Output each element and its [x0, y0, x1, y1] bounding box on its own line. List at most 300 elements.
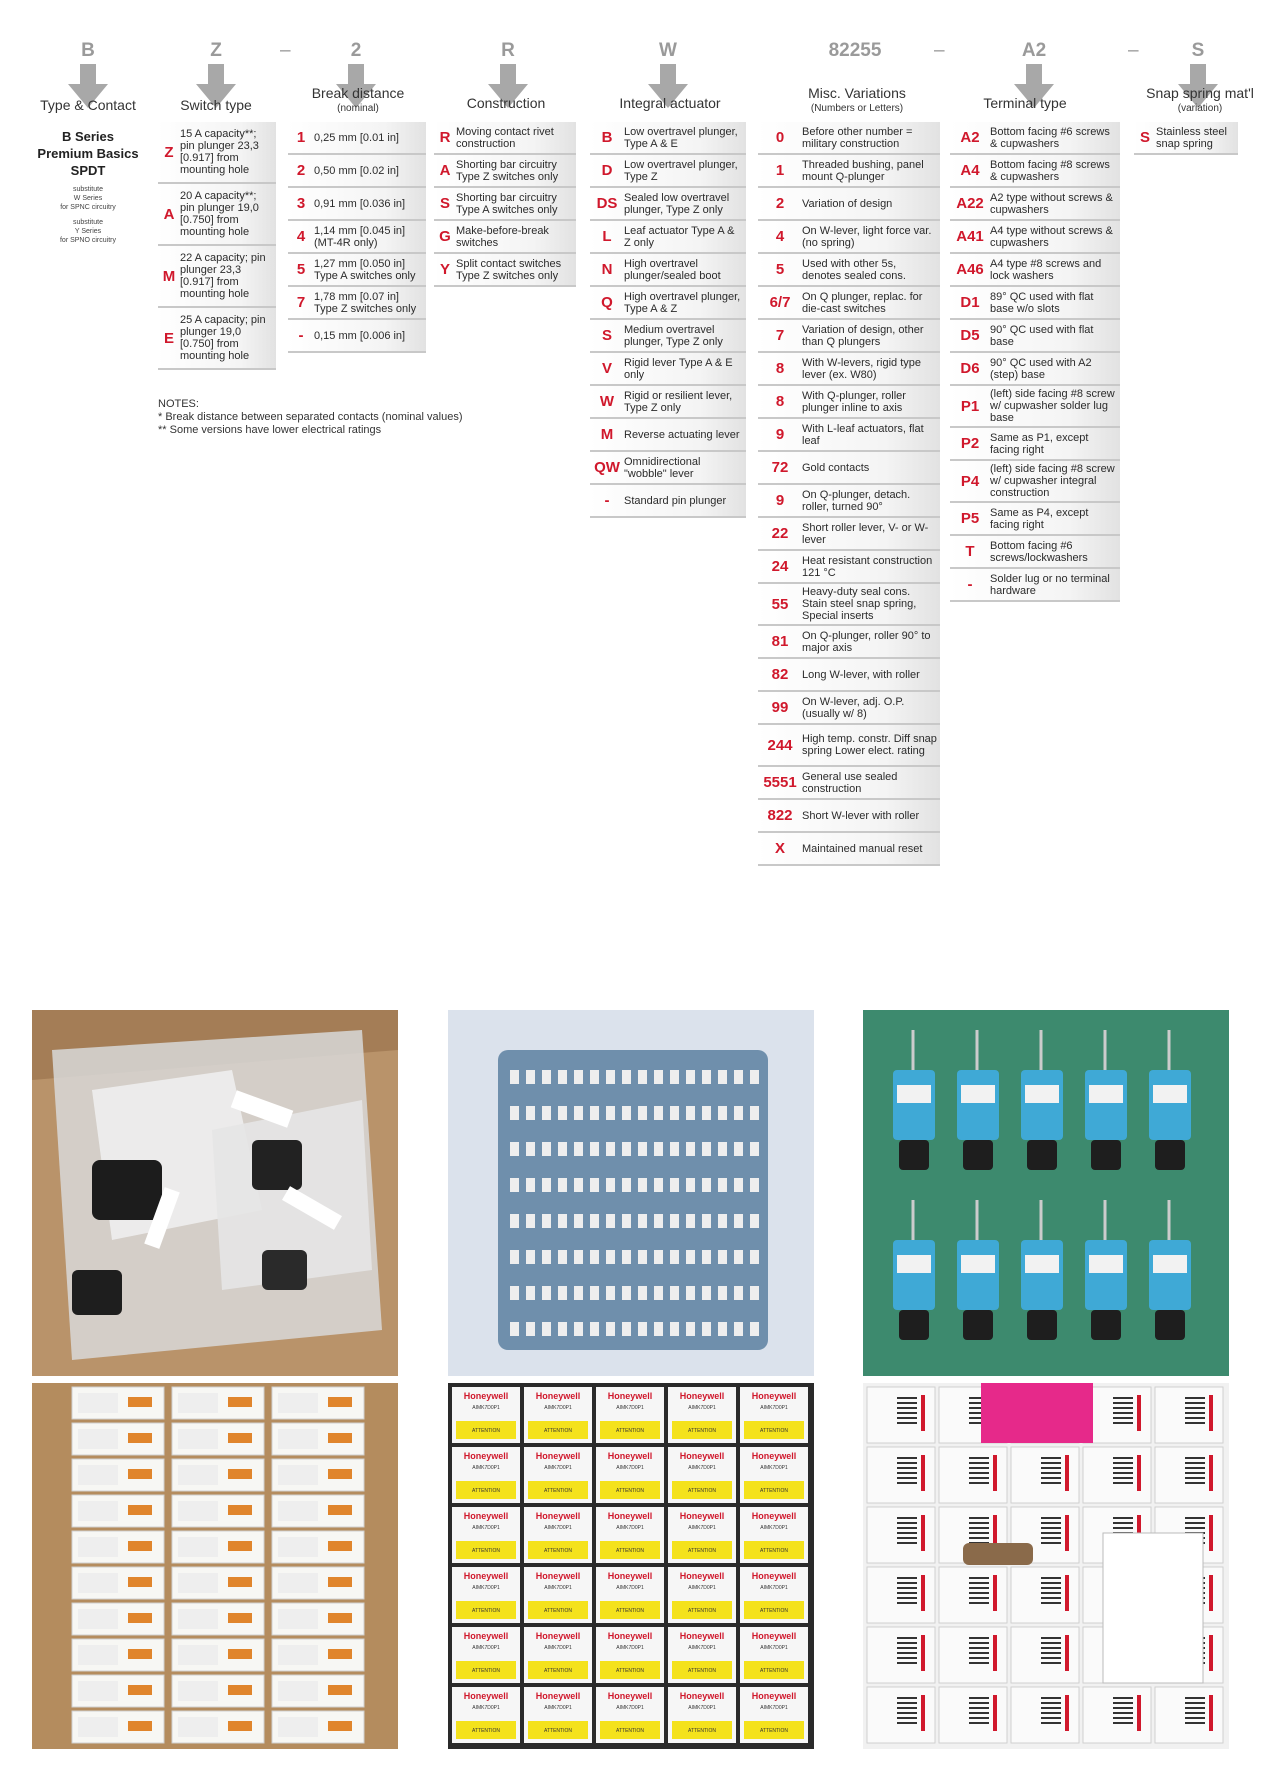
barcode-bar [1041, 1527, 1061, 1529]
option-description: On Q plunger, replac. for die-cast switches [802, 290, 923, 315]
brand-text: Honeywell [607, 1391, 653, 1401]
brand-text: Honeywell [463, 1571, 509, 1581]
barcode-bar [969, 1697, 989, 1699]
option-description: 1,14 mm [0.045 in] (MT-4R only) [314, 224, 406, 249]
box-label [78, 1537, 118, 1557]
barcode-bar [897, 1637, 917, 1639]
honeywell-sticker [228, 1613, 252, 1623]
option-code: A [439, 162, 451, 179]
part-number: AIMK7D0P1 [472, 1585, 500, 1591]
brand-text: Honeywell [535, 1391, 581, 1401]
code-letter-2: 2 [350, 40, 362, 61]
option-description: 0,15 mm [0.006 in] [314, 329, 406, 342]
brand-mark [993, 1635, 997, 1671]
option-description: 90° QC used with A2 (step) base [990, 356, 1092, 381]
option-description: 0,50 mm [0.02 in] [314, 164, 399, 177]
option-code: 1 [775, 162, 785, 179]
switch-body [1085, 1070, 1127, 1140]
barcode-bar [1113, 1707, 1133, 1709]
honeywell-sticker [228, 1721, 252, 1731]
attention-text: ATTENTION [616, 1488, 644, 1494]
option-code: D [601, 162, 613, 179]
barcode-bar [897, 1597, 917, 1599]
option-description: Long W-lever, with roller [802, 668, 920, 681]
integral-actuator-row [590, 287, 746, 320]
honeywell-sticker [228, 1433, 252, 1443]
barcode-bar [1041, 1537, 1061, 1539]
barcode-bar [1185, 1422, 1205, 1424]
barcode-bar [897, 1412, 917, 1414]
switch-label [1089, 1085, 1123, 1103]
barcode-bar [1041, 1542, 1061, 1544]
switch-label [1025, 1255, 1059, 1273]
option-code: 5 [775, 261, 785, 278]
misc-variations-row [758, 386, 940, 419]
terminal-type-row [950, 461, 1120, 503]
brand-text: Honeywell [463, 1631, 509, 1641]
switch-label [961, 1085, 995, 1103]
brand-text: Honeywell [751, 1451, 797, 1461]
part-number: AIMK7D0P1 [616, 1705, 644, 1711]
barcode-bar [1041, 1722, 1061, 1724]
option-code: D1 [960, 294, 980, 311]
barcode-bar [897, 1417, 917, 1419]
option-description: Maintained manual reset [802, 842, 923, 855]
brand-text: Honeywell [463, 1511, 509, 1521]
terminal-type-row [950, 428, 1120, 461]
barcode-bar [969, 1702, 989, 1704]
barcode-bar [1185, 1412, 1205, 1414]
series-name: B Series [61, 129, 115, 144]
brand-text: Honeywell [751, 1631, 797, 1641]
option-description: Same as P1, except facing right [990, 431, 1089, 456]
brand-mark [921, 1515, 925, 1551]
barcode-bar [969, 1652, 989, 1654]
barcode-bar [1113, 1397, 1133, 1399]
barcode-bar [1041, 1657, 1061, 1659]
integral-actuator-row [590, 320, 746, 353]
photo-boxed-switches [32, 1010, 398, 1376]
honeywell-sticker [228, 1685, 252, 1695]
attention-text: ATTENTION [544, 1668, 572, 1674]
switch-type-row [158, 246, 276, 308]
brand-text: Honeywell [679, 1571, 725, 1581]
barcode-bar [969, 1532, 989, 1534]
barcode-bar [1185, 1477, 1205, 1479]
misc-variations-row [758, 800, 940, 833]
brand-mark [1137, 1455, 1141, 1491]
brand-text: Honeywell [679, 1511, 725, 1521]
box-label [178, 1537, 218, 1557]
option-code: M [600, 426, 614, 443]
option-code: 8 [775, 360, 785, 377]
option-description: 1,27 mm [0.050 in] Type A switches only [314, 257, 416, 282]
option-description: On W-lever, light force var. (no spring) [802, 224, 932, 249]
option-code: S [439, 195, 450, 212]
break-distance-row [288, 221, 426, 254]
option-description: Solder lug or no terminal hardware [990, 572, 1110, 597]
attention-text: ATTENTION [688, 1428, 716, 1434]
switch-boot [963, 1310, 993, 1340]
barcode-bar [897, 1582, 917, 1584]
option-description: 89° QC used with flat base w/o slots [990, 290, 1094, 315]
honeywell-sticker [328, 1721, 352, 1731]
construction-row [434, 221, 576, 254]
part-number: AIMK7D0P1 [544, 1465, 572, 1471]
option-description: With W-levers, rigid type lever (ex. W80) [802, 356, 921, 381]
brand-mark [1065, 1575, 1069, 1611]
barcode-bar [1041, 1642, 1061, 1644]
barcode-bar [1185, 1407, 1205, 1409]
option-description: Bottom facing #6 screws & cupwashers [990, 125, 1110, 150]
barcode-bar [897, 1457, 917, 1459]
attention-text: ATTENTION [544, 1728, 572, 1734]
option-code: 9 [775, 492, 785, 509]
brand-mark [921, 1455, 925, 1491]
brand-mark [921, 1395, 925, 1431]
barcode-bar [1041, 1522, 1061, 1524]
break-distance-row [288, 287, 426, 320]
barcode-bar [1113, 1697, 1133, 1699]
option-description: Shorting bar circuitry Type Z switches only [456, 158, 559, 183]
brand-mark [921, 1575, 925, 1611]
break-distance-row [288, 254, 426, 287]
brand-text: Honeywell [607, 1511, 653, 1521]
brand-text: Honeywell [679, 1451, 725, 1461]
switch-type-row [158, 122, 276, 184]
barcode-bar [897, 1647, 917, 1649]
option-description: 20 A capacity**; pin plunger 19,0 [0.750] from mounting hole [180, 190, 259, 238]
honeywell-sticker [128, 1397, 152, 1407]
brand-mark [1209, 1695, 1213, 1731]
option-code: - [604, 492, 610, 509]
option-description: Low overtravel plunger, Type A & E [624, 125, 738, 150]
honeywell-sticker [128, 1541, 152, 1551]
option-description: Short W-lever with roller [802, 809, 920, 822]
misc-variations-row [758, 155, 940, 188]
brand-mark [993, 1455, 997, 1491]
header-terminal-type: Terminal type [983, 95, 1067, 111]
break-distance-row [288, 320, 426, 353]
barcode-bar [1185, 1527, 1205, 1529]
honeywell-sticker [228, 1649, 252, 1659]
snap-spring-row [1134, 122, 1238, 155]
barcode-bar [969, 1722, 989, 1724]
barcode-bar [897, 1522, 917, 1524]
option-code: Y [439, 261, 450, 278]
circuit-type: SPDT [70, 163, 106, 178]
switch-boot [1091, 1140, 1121, 1170]
box-label [78, 1681, 118, 1701]
brand-mark [1209, 1395, 1213, 1431]
option-description: Heat resistant construction 121 °C [802, 554, 933, 579]
part-number: AIMK7D0P1 [688, 1585, 716, 1591]
brand-text: Honeywell [607, 1631, 653, 1641]
switch-boot [963, 1140, 993, 1170]
barcode-bar [1113, 1522, 1133, 1524]
box-label [78, 1393, 118, 1413]
barcode-bar [897, 1642, 917, 1644]
barcode-bar [969, 1522, 989, 1524]
option-description: Bottom facing #8 screws & cupwashers [990, 158, 1110, 183]
option-code: A22 [956, 195, 984, 212]
type-contact-block [18, 128, 158, 245]
notes-title: NOTES: [158, 398, 199, 410]
option-description: Same as P4, except facing right [990, 506, 1089, 531]
barcode-bar [1185, 1467, 1205, 1469]
attention-text: ATTENTION [544, 1428, 572, 1434]
terminal-type-row [950, 569, 1120, 602]
part-number: AIMK7D0P1 [688, 1465, 716, 1471]
misc-variations-row [758, 626, 940, 659]
option-code: T [965, 543, 975, 560]
snap-spring-title: Snap spring mat'l [1146, 85, 1254, 101]
switch-boot [1027, 1310, 1057, 1340]
barcode-bar [897, 1527, 917, 1529]
brand-mark [1209, 1635, 1213, 1671]
construction-row [434, 188, 576, 221]
part-number: AIMK7D0P1 [688, 1525, 716, 1531]
barcode-bar [1185, 1707, 1205, 1709]
code-letter-w: W [659, 40, 677, 61]
code-letter-r: R [501, 40, 515, 61]
brand-mark [993, 1575, 997, 1611]
barcode-bar [969, 1647, 989, 1649]
option-code: A2 [960, 129, 980, 146]
barcode-bar [897, 1462, 917, 1464]
barcode-bar [969, 1527, 989, 1529]
barcode-bar [897, 1477, 917, 1479]
option-code: E [163, 329, 174, 347]
attention-text: ATTENTION [472, 1488, 500, 1494]
integral-actuator-row [590, 419, 746, 452]
part-number: AIMK7D0P1 [760, 1405, 788, 1411]
switch-label [1153, 1085, 1187, 1103]
attention-text: ATTENTION [472, 1608, 500, 1614]
honeywell-sticker [328, 1433, 352, 1443]
terminal-type-row [950, 254, 1120, 287]
option-code: P1 [960, 397, 980, 415]
barcode-bar [1185, 1722, 1205, 1724]
switch-body [1149, 1070, 1191, 1140]
option-code: 5551 [763, 774, 797, 791]
attention-text: ATTENTION [472, 1428, 500, 1434]
misc-variations-row [758, 452, 940, 485]
barcode-bar [969, 1602, 989, 1604]
option-description: Reverse actuating lever [624, 428, 740, 441]
barcode-bar [897, 1467, 917, 1469]
attention-text: ATTENTION [760, 1728, 788, 1734]
misc-variations-row [758, 659, 940, 692]
code-misc: 82255 [828, 40, 882, 61]
honeywell-sticker [328, 1685, 352, 1695]
switch-label [897, 1255, 931, 1273]
barcode-bar [897, 1697, 917, 1699]
barcode-bar [969, 1597, 989, 1599]
substitute-circuit: for SPNC circuitry [60, 204, 116, 211]
barcode-bar [1041, 1697, 1061, 1699]
barcode-bar [969, 1462, 989, 1464]
option-code: 4 [775, 228, 785, 245]
brand-mark [1065, 1635, 1069, 1671]
barcode-bar [897, 1402, 917, 1404]
honeywell-sticker [328, 1469, 352, 1479]
honeywell-sticker [228, 1577, 252, 1587]
barcode-bar [897, 1537, 917, 1539]
option-code: 55 [771, 595, 789, 613]
attention-text: ATTENTION [688, 1608, 716, 1614]
box-label [178, 1573, 218, 1593]
option-code: 7 [296, 294, 306, 311]
part-number: AIMK7D0P1 [616, 1645, 644, 1651]
barcode-bar [969, 1657, 989, 1659]
box-label [78, 1501, 118, 1521]
substitute-label: substitute [73, 219, 103, 226]
option-description: High temp. constr. Diff snap spring Lower elect. rating [802, 733, 937, 757]
integral-actuator-column [590, 122, 746, 518]
part-number: AIMK7D0P1 [544, 1705, 572, 1711]
code-terminal: A2 [1021, 40, 1047, 61]
barcode-bar [969, 1537, 989, 1539]
brand-text: Honeywell [751, 1511, 797, 1521]
snap-spring-column [1134, 122, 1238, 155]
barcode-bar [969, 1717, 989, 1719]
barcode-bar [1041, 1707, 1061, 1709]
option-description: 15 A capacity**; pin plunger 23,3 [0.917] from mounting hole [180, 128, 259, 176]
option-code: P5 [960, 510, 980, 527]
break-distance-title: Break distance [311, 85, 405, 101]
option-code: S [601, 327, 612, 344]
option-code: 822 [767, 807, 793, 824]
switch-label [897, 1085, 931, 1103]
integral-actuator-row [590, 485, 746, 518]
option-description: Rigid or resilient lever, Type Z only [624, 389, 733, 414]
misc-variations-row [758, 692, 940, 725]
misc-variations-row [758, 551, 940, 584]
barcode-bar [1113, 1477, 1133, 1479]
barcode-bar [1041, 1482, 1061, 1484]
barcode-bar [1185, 1462, 1205, 1464]
misc-variations-row [758, 518, 940, 551]
integral-actuator-row [590, 452, 746, 485]
misc-variations-row [758, 419, 940, 452]
barcode-bar [969, 1582, 989, 1584]
snap-spring-subtitle: (variation) [1177, 103, 1223, 114]
box-label [178, 1645, 218, 1665]
part-number: AIMK7D0P1 [616, 1405, 644, 1411]
switch-boot [1027, 1140, 1057, 1170]
code-dash: – [934, 40, 945, 61]
option-code: 3 [296, 195, 306, 212]
option-description: Shorting bar circuitry Type A switches only [456, 191, 558, 216]
part-number: AIMK7D0P1 [544, 1645, 572, 1651]
barcode-bar [969, 1592, 989, 1594]
option-code: Z [164, 143, 174, 161]
barcode-bar [1185, 1702, 1205, 1704]
box-label [278, 1429, 318, 1449]
misc-variations-row [758, 833, 940, 866]
barcode-bar [969, 1482, 989, 1484]
brand-text: Honeywell [535, 1631, 581, 1641]
break-distance-column [288, 122, 426, 353]
part-number: AIMK7D0P1 [688, 1405, 716, 1411]
misc-variations-title: Misc. Variations [808, 85, 906, 101]
integral-actuator-row [590, 188, 746, 221]
honeywell-sticker [128, 1433, 152, 1443]
barcode-bar [1113, 1422, 1133, 1424]
option-code: 0 [775, 129, 785, 146]
barcode-bar [1113, 1417, 1133, 1419]
header-construction: Construction [466, 95, 546, 111]
option-description: Stainless steel snap spring [1156, 125, 1227, 150]
brand-mark [921, 1695, 925, 1731]
option-code: DS [596, 195, 618, 212]
misc-variations-row [758, 353, 940, 386]
switch-label [1089, 1255, 1123, 1273]
switch-boot [1155, 1140, 1185, 1170]
honeywell-sticker [128, 1505, 152, 1515]
switch-body [1085, 1240, 1127, 1310]
box-label [278, 1645, 318, 1665]
option-description: Gold contacts [802, 461, 870, 474]
barcode-bar [897, 1587, 917, 1589]
option-code: V [601, 360, 612, 377]
option-description: Split contact switches Type Z switches only [456, 257, 562, 282]
option-description: On Q-plunger, detach. roller, turned 90° [802, 488, 911, 513]
box-label [78, 1717, 118, 1737]
photo-limit-switches [863, 1010, 1229, 1376]
attention-text: ATTENTION [616, 1548, 644, 1554]
header-misc-variations [782, 86, 932, 116]
substitute-series: Y Series [74, 228, 102, 235]
option-description: Heavy-duty seal cons. Stain steel snap spring, Special inserts [802, 586, 917, 622]
barcode-bar [1041, 1712, 1061, 1714]
barcode-bar [1041, 1602, 1061, 1604]
barcode-bar [897, 1717, 917, 1719]
photo-switch-tray [448, 1010, 814, 1376]
option-description: Variation of design [802, 197, 893, 210]
switch-boot [899, 1310, 929, 1340]
barcode-bar [969, 1467, 989, 1469]
misc-variations-row [758, 725, 940, 767]
brand-text: Honeywell [679, 1391, 725, 1401]
option-description: Standard pin plunger [624, 494, 727, 507]
option-code: 24 [771, 558, 789, 575]
barcode-bar [897, 1532, 917, 1534]
option-code: A41 [956, 228, 984, 245]
option-code: R [439, 129, 451, 146]
option-description: On Q-plunger, roller 90° to major axis [802, 629, 931, 654]
barcode-bar [1041, 1702, 1061, 1704]
brand-text: Honeywell [679, 1691, 725, 1701]
barcode-bar [1113, 1717, 1133, 1719]
barcode-bar [1041, 1652, 1061, 1654]
barcode-bar [1041, 1587, 1061, 1589]
box-label [278, 1393, 318, 1413]
terminal-type-row [950, 320, 1120, 353]
code-letter-z: Z [210, 40, 222, 61]
part-number: AIMK7D0P1 [472, 1465, 500, 1471]
switch-boot [899, 1140, 929, 1170]
integral-actuator-row [590, 221, 746, 254]
part-number: AIMK7D0P1 [760, 1585, 788, 1591]
misc-variations-row [758, 584, 940, 626]
switch-label [1025, 1085, 1059, 1103]
attention-text: ATTENTION [760, 1668, 788, 1674]
barcode-bar [1113, 1412, 1133, 1414]
barcode-bar [1041, 1597, 1061, 1599]
option-description: Rigid lever Type A & E only [624, 356, 733, 381]
